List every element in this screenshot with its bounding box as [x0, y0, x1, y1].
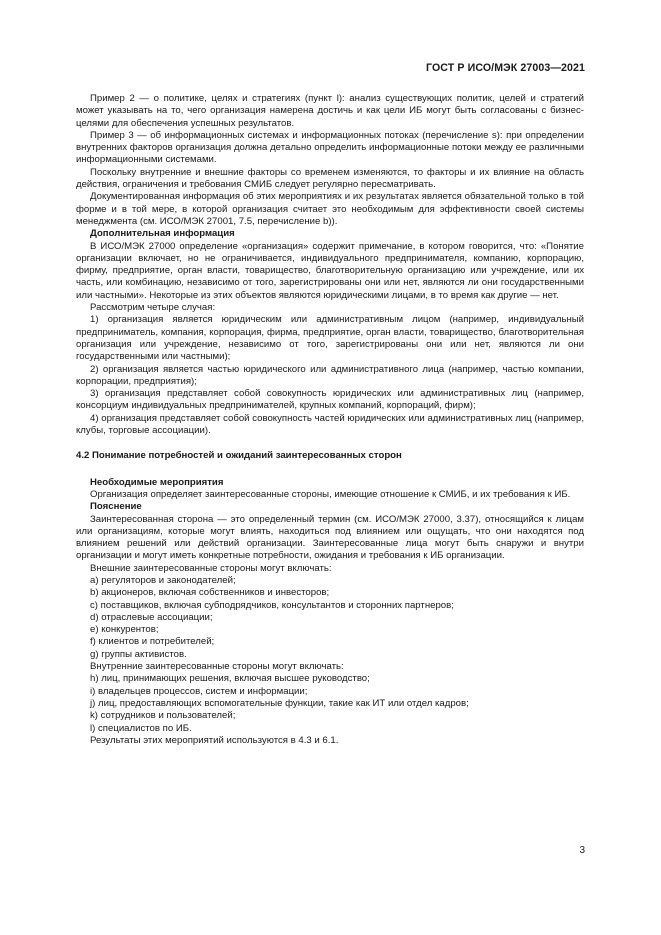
paragraph: b) акционеров, включая собственников и инвесторов; — [90, 587, 330, 599]
paragraph: Организация определяет заинтересованные стороны, имеющие отношение к СМИБ, и их требования к ИБ. — [90, 488, 571, 500]
subheading: Необходимые мероприятия — [90, 476, 224, 488]
paragraph: h) лиц, принимающих решения, включая высшее руководство; — [90, 673, 370, 685]
paragraph: Внутренние заинтересованные стороны могут включать: — [90, 661, 344, 673]
subheading: Пояснение — [90, 501, 142, 513]
page-number: 3 — [579, 845, 585, 856]
section-heading: 4.2 Понимание потребностей и ожиданий заинтересованных сторон — [76, 450, 402, 462]
paragraph: 3) организация представляет собой совокупность юридических или административных лиц (например, консорциум индивидуальных предпринимателей, крупных компаний, корпораций, фирм); — [76, 388, 584, 412]
paragraph: l) специалистов по ИБ. — [90, 722, 192, 734]
paragraph: d) отраслевые ассоциации; — [90, 611, 213, 623]
paragraph: j) лиц, предоставляющих вспомогательные функции, такие как ИТ или отдел кадров; — [90, 697, 469, 709]
paragraph: Документированная информация об этих мероприятиях и их результатах является обязательной только в той форме и в той мере, в которой организация считает это необходимым для эффективности своей системы менеджмента (см. ИСО/МЭК 27001, 7.5, перечисление b)). — [76, 191, 584, 227]
paragraph: 2) организация является частью юридического или административного лица (например, частью компании, корпорации, предприятия); — [76, 363, 584, 387]
paragraph: В ИСО/МЭК 27000 определение «организация» содержит примечание, в котором говорится, что: «Понятие организации включает, но не ограничивается, индивидуального предпринимателя, компанию, корпорацию, фирму, предприятие, орган власти, товарищество, благотворительную организацию или учреждение, или их часть, или комбинацию, независимо от того, зарегистрированы они или нет, являются ли они государственными или частными». Некоторые из этих объектов являются юридическими лицами, в то время как другие — нет. — [76, 240, 584, 301]
paragraph: 4) организация представляет собой совокупность частей юридических или административных лиц (например, клубы, торговые ассоциации). — [76, 412, 584, 437]
document-body — [76, 93, 584, 747]
paragraph: g) группы активистов. — [90, 648, 187, 660]
paragraph: 1) организация является юридическим или административным лицом (например, индивидуальный предприниматель, компания, корпорация, фирма, предприятие, орган власти, товарищество, благотворительная организация или учреждение, независимо от того, зарегистрированы они или нет, являются ли они государственными или частными); — [76, 314, 584, 363]
paragraph: Пример 3 — об информационных системах и информационных потоках (перечисление s): при определении внутренних факторов организация должна детально определить информационные потоки между ее различными информационными системами. — [76, 129, 584, 166]
paragraph: f) клиентов и потребителей; — [90, 636, 215, 648]
paragraph: k) сотрудников и пользователей; — [90, 710, 236, 722]
paragraph: с) поставщиков, включая субподрядчиков, консультантов и сторонних партнеров; — [90, 599, 454, 611]
paragraph: а) регуляторов и законодателей; — [90, 574, 236, 586]
paragraph: Внешние заинтересованные стороны могут включать: — [90, 562, 332, 574]
paragraph: i) владельцев процессов, систем и информации; — [90, 685, 308, 697]
subheading: Дополнительная информация — [90, 228, 235, 240]
paragraph: Результаты этих мероприятий используются в 4.3 и 6.1. — [90, 734, 339, 746]
paragraph: е) конкурентов; — [90, 624, 159, 636]
paragraph: Рассмотрим четыре случая: — [90, 302, 216, 314]
document-header: ГОСТ Р ИСО/МЭК 27003—2021 — [426, 62, 585, 74]
paragraph: Пример 2 — о политике, целях и стратегиях (пункт l): анализ существующих политик, целей и стратегий может указывать на то, чего организация намерена достичь и как цели ИБ могут быть согласованы с бизнес-целями для обеспечения успешных результатов. — [76, 93, 584, 129]
paragraph: Заинтересованная сторона — это определенный термин (см. ИСО/МЭК 27000, 3.37), относящийся к лицам или организациям, которые могут влиять, находиться под влиянием или ощущать, что они находятся под влиянием решений или действий организации. Заинтересованные лица могут быть снаружи и внутри организации и могут иметь конкретные потребности, ожидания и требования к ИБ организации. — [76, 513, 584, 562]
paragraph: Поскольку внутренние и внешние факторы со временем изменяются, то факторы и их влияние на область действия, ограничения и требования СМИБ следует регулярно пересматривать. — [76, 166, 584, 191]
